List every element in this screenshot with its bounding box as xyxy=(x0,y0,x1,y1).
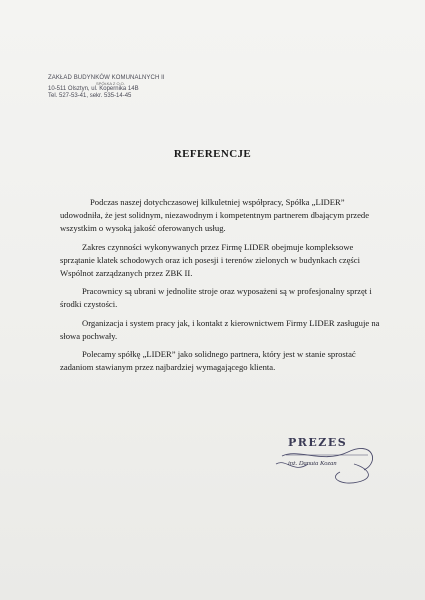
paragraph-1: Podczas naszej dotychczasowej kilkuletniej współpracy, Spółka „LIDER” udowodniła, że jest solidnym, niezawodnym i kompetentnym partnerem dbającym przede wszystkim o wysoką jakość oferowanych usług. xyxy=(60,197,370,234)
stamp-signatory-name: inż. Danuta Kozan xyxy=(288,460,337,467)
letterhead-address: 10-511 Olsztyn, ul. Kopernika 14B xyxy=(48,86,139,93)
paragraph-3: Pracownicy są ubrani w jednolite stroje oraz wyposażeni są w profesjonalny sprzęt i środki czystości. xyxy=(60,286,372,310)
letterhead-phone: Tel. 527-53-41, sekr. 535-14-45 xyxy=(48,92,132,99)
paragraph-4: Organizacja i system pracy jak, i kontakt z kierownictwem Firmy LIDER zasługuje na słowa pochwały. xyxy=(60,317,380,341)
letterhead-company-type: SPÓŁKA Z O.O. xyxy=(96,80,125,86)
document-title: REFERENCJE xyxy=(173,148,252,160)
document-body xyxy=(60,196,385,379)
signature-stamp xyxy=(268,434,386,490)
letterhead-company-name: ZAKŁAD BUDYNKÓW KOMUNALNYCH II xyxy=(48,75,165,81)
paragraph-5: Polecamy spółkę „LIDER” jako solidnego partnera, który jest w stanie sprostać zadaniom stawianym przez najbardziej wymagającego klienta. xyxy=(60,349,356,373)
letterhead xyxy=(48,75,165,100)
paragraph-2: Zakres czynności wykonywanych przez Firmę LIDER obejmuje kompleksowe sprzątanie klatek schodowych oraz ich posesji i terenów zielonych w budynkach części Wspólnot zarządzanych przez ZBK II. xyxy=(60,241,360,279)
stamp-title: PREZES xyxy=(288,436,348,449)
